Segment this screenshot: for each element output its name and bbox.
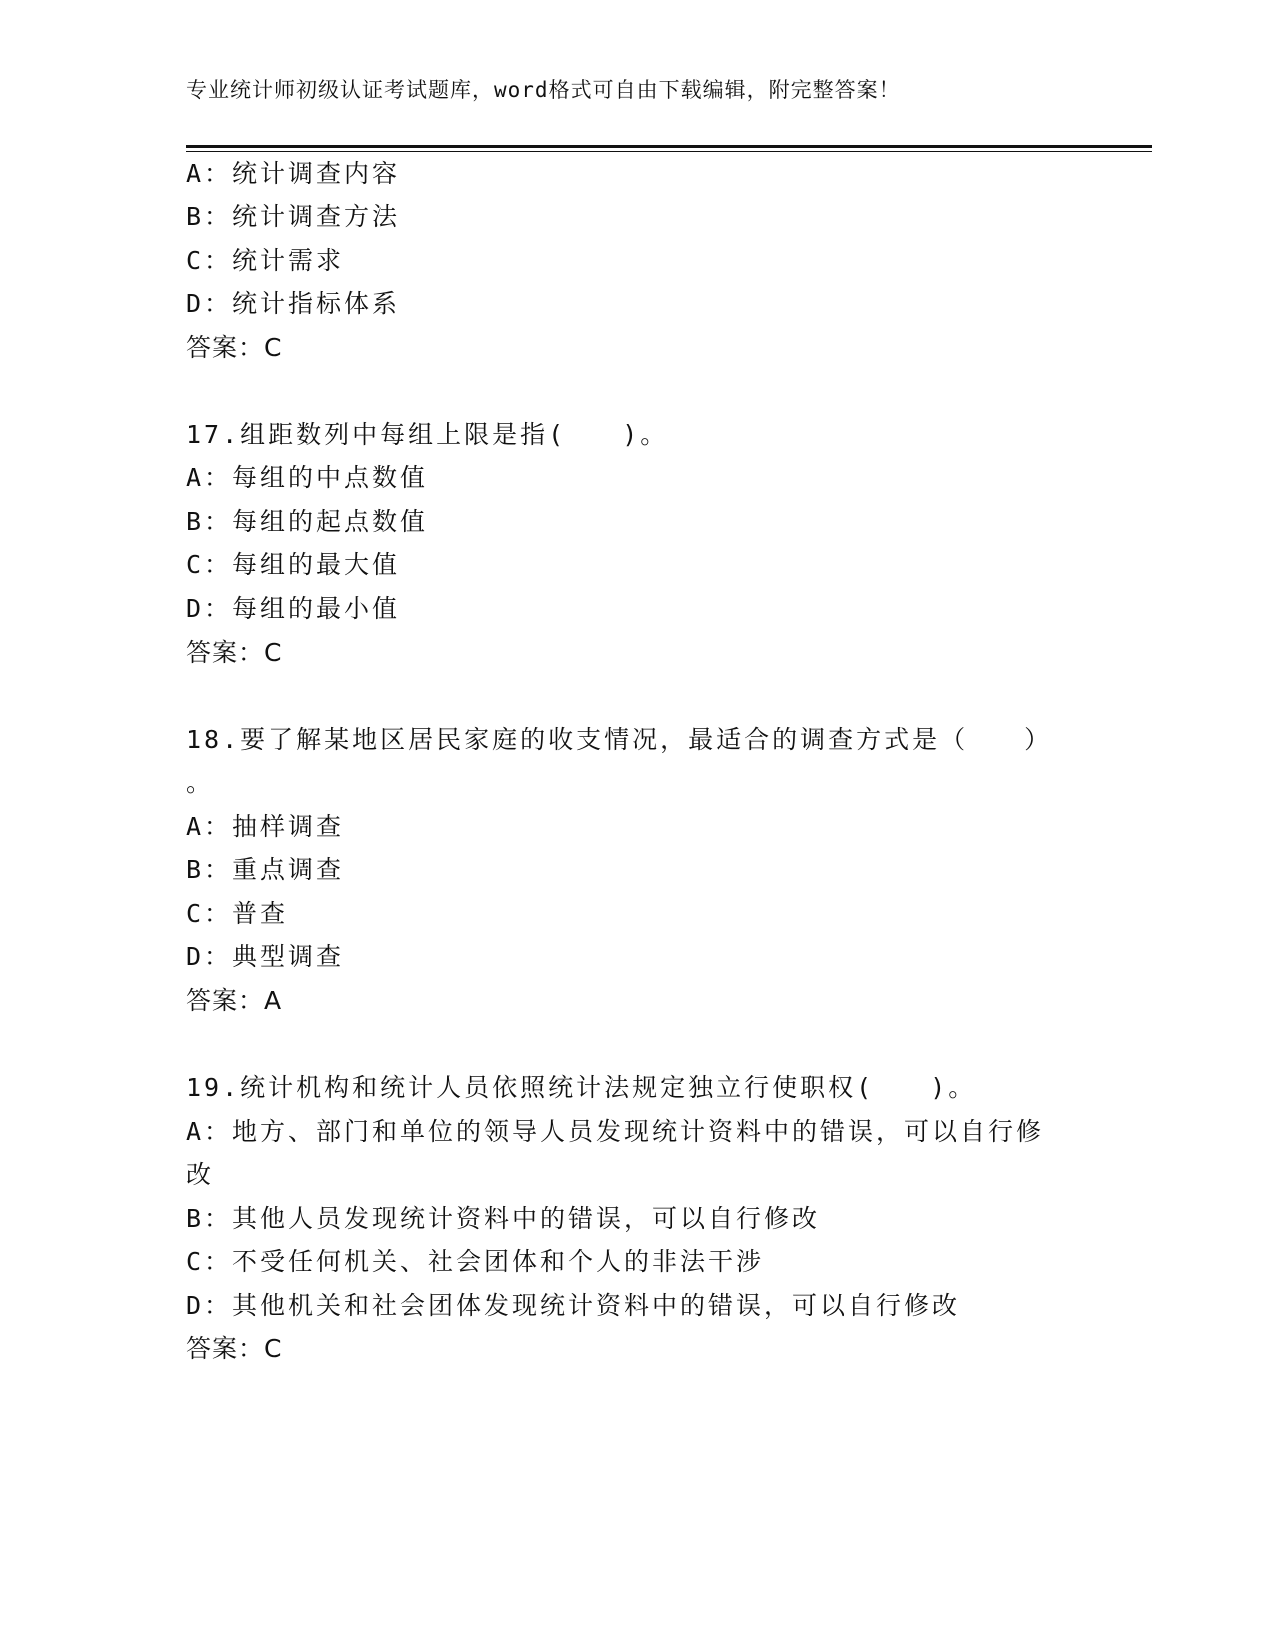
header-rule: [186, 145, 1152, 148]
q19-option-c: C：不受任何机关、社会团体和个人的非法干涉: [186, 1247, 765, 1276]
q18-answer: 答案：A: [186, 986, 283, 1015]
q16-option-b: B：统计调查方法: [186, 202, 401, 231]
header-rule-thin: [186, 151, 1152, 152]
q16-option-d: D：统计指标体系: [186, 289, 401, 318]
q19-answer: 答案：C: [186, 1334, 283, 1363]
q16-option-a: A：统计调查内容: [186, 159, 401, 188]
q18-option-b: B：重点调查: [186, 855, 345, 884]
q18-option-c: C：普查: [186, 899, 289, 928]
q19-option-d: D：其他机关和社会团体发现统计资料中的错误，可以自行修改: [186, 1291, 961, 1320]
q19-option-a-line2: 改: [186, 1160, 215, 1189]
page-header: 专业统计师初级认证考试题库，word格式可自由下载编辑，附完整答案！: [186, 78, 901, 102]
q17-answer: 答案：C: [186, 638, 283, 667]
q17-stem: 17.组距数列中每组上限是指( )。: [186, 420, 669, 449]
q19-option-a-line1: A：地方、部门和单位的领导人员发现统计资料中的错误，可以自行修: [186, 1117, 1045, 1146]
q18-option-a: A：抽样调查: [186, 812, 345, 841]
q18-stem-line2: 。: [186, 768, 215, 797]
q17-option-c: C：每组的最大值: [186, 550, 401, 579]
q16-answer: 答案：C: [186, 333, 283, 362]
q17-option-b: B：每组的起点数值: [186, 507, 429, 536]
q17-option-d: D：每组的最小值: [186, 594, 401, 623]
q18-option-d: D：典型调查: [186, 942, 345, 971]
q17-option-a: A：每组的中点数值: [186, 463, 429, 492]
q19-stem: 19.统计机构和统计人员依照统计法规定独立行使职权( )。: [186, 1073, 977, 1102]
q18-stem-line1: 18.要了解某地区居民家庭的收支情况，最适合的调查方式是（ ）: [186, 725, 1053, 754]
q19-option-b: B：其他人员发现统计资料中的错误，可以自行修改: [186, 1204, 821, 1233]
q16-option-c: C：统计需求: [186, 246, 345, 275]
